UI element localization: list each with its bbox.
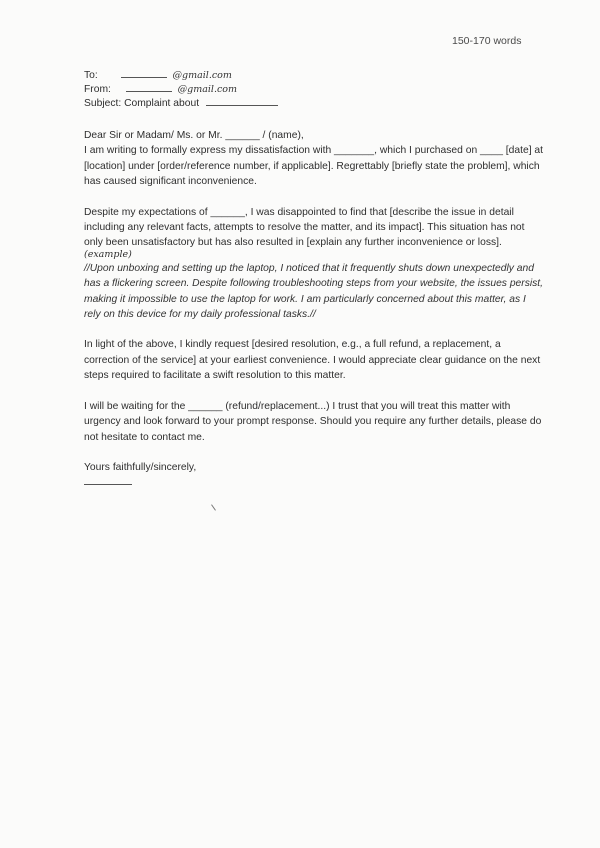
example-text: //Upon unboxing and setting up the laptop, I noticed that it frequently shuts down unexpectedly and has a flickering screen. Despite following troubleshooting steps from your website, the issues persist, making it impossible to use the laptop for work. I am particularly concerned about this matter, as I rely on this device for my daily professional tasks.//	[84, 262, 544, 321]
salutation: Dear Sir or Madam/ Ms. or Mr. ______ / (name),	[84, 130, 304, 141]
to-label: To:	[84, 70, 98, 81]
paragraph-details: Despite my expectations of ______, I was disappointed to find that [describe the issue in detail including any relevant facts, attempts to resolve the matter, and its impact]. This situation has not only been unsatisfactory but has also resulted in [explain any further inconvenience or loss].	[84, 206, 525, 249]
from-handwritten-email: @gmail.com	[177, 84, 238, 95]
subject-line	[84, 96, 278, 110]
paragraph-intro: I am writing to formally express my dissatisfaction with _______, which I purchased on ____ [date] at [location] under [order/reference number, if applicable]. Regrettably [briefly state the problem], which has caused significant inconvenience.	[84, 145, 544, 188]
signature-line	[84, 484, 132, 485]
to-handwritten-email: @gmail.com	[172, 70, 232, 81]
example-label: (example)	[84, 248, 132, 260]
word-count-note: 150-170 words	[452, 35, 522, 47]
paragraph-closing: I will be waiting for the ______ (refund/replacement...) I trust that you will treat this matter with urgency and look forward to your prompt response. Should you require any further details, please do not hesitate to contact me.	[84, 400, 542, 443]
letter-header	[84, 68, 278, 110]
subject-label: Subject: Complaint about	[84, 98, 200, 109]
from-line	[84, 82, 278, 96]
closing: Yours faithfully/sincerely,	[84, 461, 197, 473]
from-blank	[126, 82, 172, 92]
letter-body	[84, 128, 544, 485]
subject-blank	[206, 96, 278, 106]
stray-pen-mark	[211, 504, 216, 510]
paragraph-request: In light of the above, I kindly request [desired resolution, e.g., a full refund, a replacement, a correction of the service] at your earliest convenience. I would appreciate clear guidance on the next steps required to facilitate a swift resolution to this matter.	[84, 339, 541, 382]
to-blank	[121, 68, 167, 78]
from-label: From:	[84, 84, 111, 95]
to-line	[84, 68, 278, 82]
